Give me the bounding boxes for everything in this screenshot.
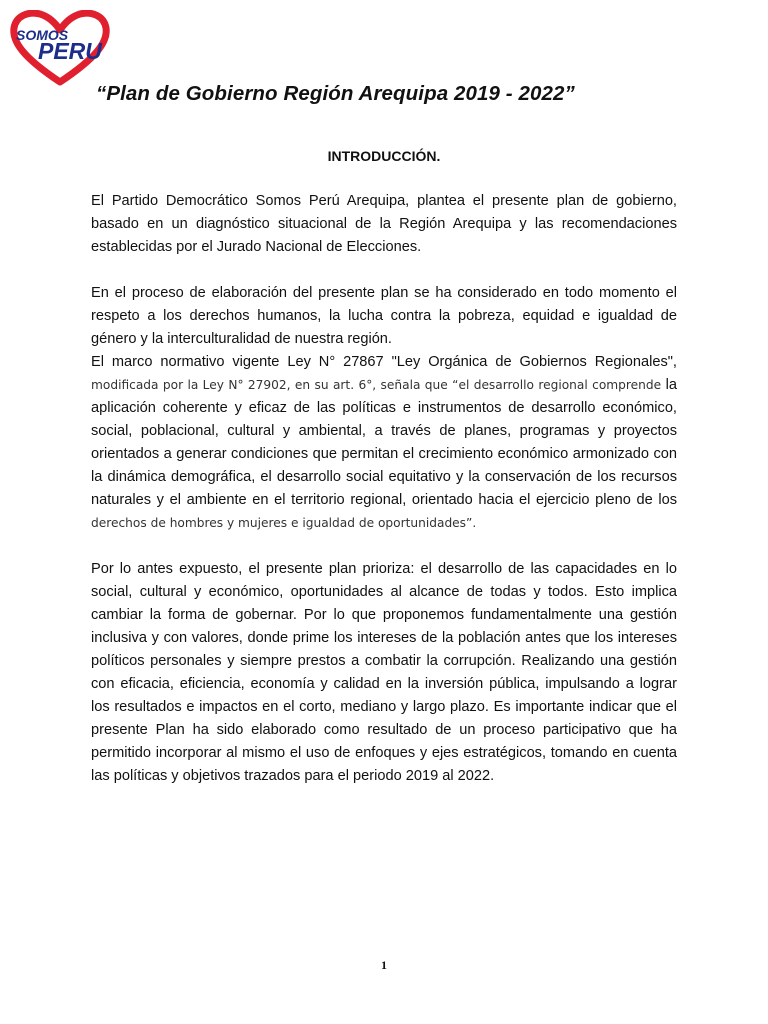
- page-number: 1: [381, 958, 387, 972]
- paragraph-3-main: la aplicación coherente y eficaz de las políticas e instrumentos de desarrollo económico, social, poblacional, cultural y ambiental, a través de planes, programas y proyectos orientados a generar condiciones que permitan el crecimiento económico armonizado con la dinámica demográfica, el desarrollo social equitativo y la conservación de los recursos naturales y el ambiente en el territorio regional, orientado hacia el ejercicio pleno de los: [91, 377, 678, 508]
- logo-text-somos: SOMOS: [16, 27, 69, 43]
- document-title: “Plan de Gobierno Región Arequipa 2019 - 2022”: [96, 82, 575, 105]
- logo-text-peru: PERU: [38, 38, 102, 64]
- somos-peru-logo: [10, 10, 110, 86]
- paragraph-3: [91, 351, 677, 535]
- paragraph-1: El Partido Democrático Somos Perú Arequipa, plantea el presente plan de gobierno, basado en un diagnóstico situacional de la Región Arequipa y las recomendaciones establecidas por el Jurado Nacional de Elecciones.: [91, 193, 677, 255]
- paragraph-3-intro: El marco normativo vigente Ley N° 27867 "Ley Orgánica de Gobiernos Regionales",: [91, 354, 677, 370]
- section-heading: INTRODUCCIÓN.: [327, 148, 441, 164]
- paragraph-2: En el proceso de elaboración del presente plan se ha considerado en todo momento el respeto a los derechos humanos, la lucha contra la pobreza, equidad e igualdad de género y la interculturalidad de nuestra región.: [91, 285, 677, 347]
- paragraph-3-quote-end: derechos de hombres y mujeres e igualdad de oportunidades”.: [91, 516, 477, 530]
- heart-logo-icon: [10, 10, 110, 86]
- paragraph-4: Por lo antes expuesto, el presente plan prioriza: el desarrollo de las capacidades en lo social, cultural y económico, oportunidades al alcance de todas y todos. Esto implica cambiar la forma de gobernar. Por lo que proponemos fundamentalmente una gestión inclusiva y con valores, donde prime los intereses de la población antes que los intereses políticos personales y siempre prestos a combatir la corrupción. Realizando una gestión con eficacia, eficiencia, economía y calidad en la inversión pública, impulsando a lograr los resultados e impactos en el corto, mediano y largo plazo. Es importante indicar que el presente Plan ha sido elaborado como resultado de un proceso participativo que ha permitido incorporar al mismo el uso de enfoques y ejes estratégicos, tomando en cuenta las políticas y objetivos trazados para el periodo 2019 al 2022.: [91, 561, 677, 784]
- paragraph-3-quote-lead: modificada por la Ley N° 27902, en su art. 6°, señala que “el desarrollo regional comprende: [91, 378, 662, 392]
- document-body: [91, 190, 677, 811]
